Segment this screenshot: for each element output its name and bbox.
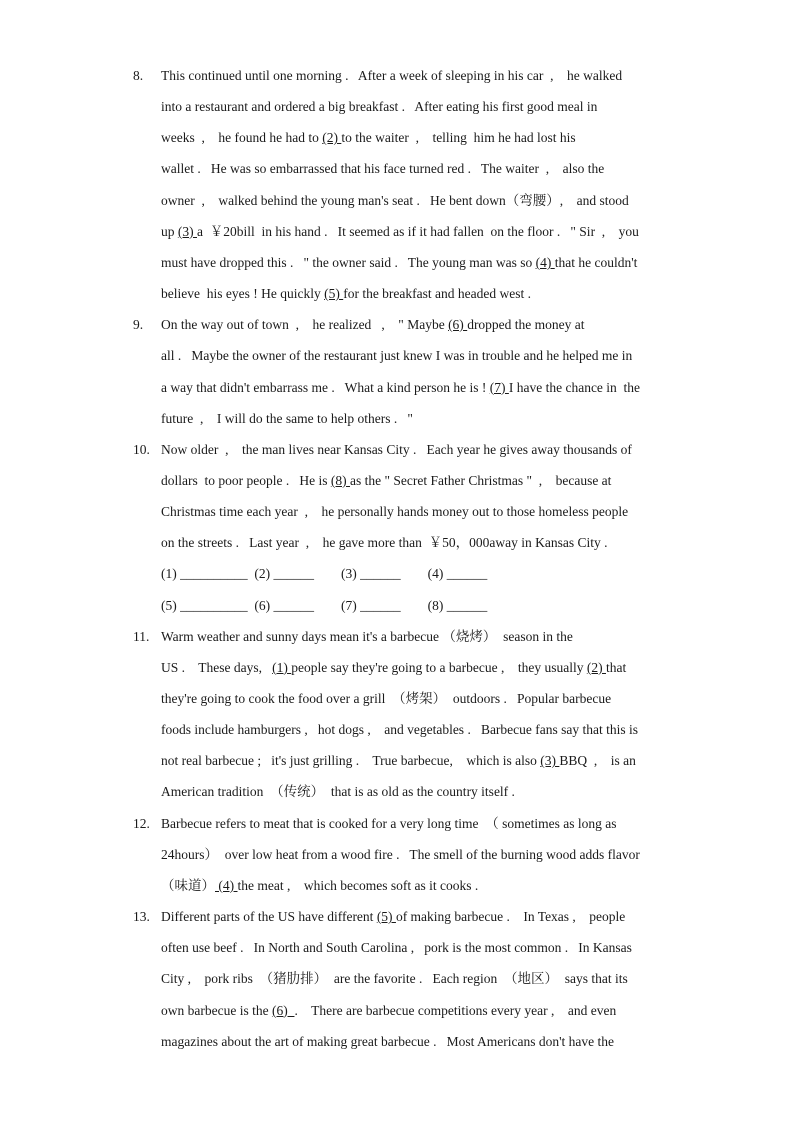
text-line: [161, 1034, 614, 1050]
text-segment: of making barbecue . In Texas , people: [395, 909, 626, 925]
text-line: [161, 629, 573, 645]
text-line: [161, 161, 604, 177]
text-line: [161, 255, 637, 271]
text-line: [161, 99, 597, 115]
text-line: [161, 847, 640, 863]
text-line: [161, 224, 639, 240]
text-segment: not real barbecue ; it's just grilling . True barbecue, which is also: [161, 753, 541, 769]
text-segment: I have the chance in the: [508, 379, 641, 395]
text-line: [161, 691, 611, 707]
text-segment: American tradition （传统） that is as old as the country itself .: [161, 784, 515, 800]
text-line: [161, 348, 632, 364]
text-line: [161, 473, 611, 489]
blank-marker: (8): [330, 472, 350, 488]
blank-marker: (5): [376, 909, 396, 925]
text-segment: weeks , he found he had to: [161, 130, 323, 146]
text-line: [161, 940, 632, 956]
text-line: [161, 971, 628, 987]
blank-marker: (6): [448, 317, 468, 333]
text-segment: magazines about the art of making great barbecue . Most Americans don't have the: [161, 1033, 615, 1049]
text-segment: . There are barbecue competitions every year , and even: [294, 1002, 617, 1018]
text-segment: all . Maybe the owner of the restaurant just knew I was in trouble and he helped me in: [161, 348, 633, 364]
blank-marker: (3): [540, 753, 560, 769]
text-line: [161, 878, 478, 894]
text-segment: future , I will do the same to help others . ": [161, 410, 413, 426]
text-segment: Barbecue refers to meat that is cooked for a very long time （ sometimes as long as: [161, 815, 617, 831]
text-line: [161, 722, 638, 738]
question-number: 12.: [133, 815, 150, 831]
text-line: [161, 193, 629, 209]
text-segment: as the " Secret Father Christmas " , because at: [349, 472, 612, 488]
text-line: [161, 380, 640, 396]
text-segment: that he couldn't: [554, 254, 638, 270]
blank-marker: (6): [271, 1002, 295, 1018]
blank-marker: (2): [322, 130, 342, 146]
blank-marker: (7): [489, 379, 509, 395]
text-line: [161, 535, 608, 551]
text-segment: into a restaurant and ordered a big breakfast . After eating his first good meal in: [161, 99, 598, 115]
text-segment: wallet . He was so embarrassed that his face turned red . The waiter , also the: [161, 161, 605, 177]
text-segment: (5) __________ (6) ______ (7) ______ (8) ______: [161, 597, 488, 613]
text-segment: Now older , the man lives near Kansas City . Each year he gives away thousands of: [161, 441, 632, 457]
text-line: [161, 1003, 616, 1019]
text-segment: dollars to poor people . He is: [161, 472, 331, 488]
blank-marker: (4): [535, 254, 555, 270]
text-line: [161, 784, 515, 800]
text-segment: own barbecue is the: [161, 1002, 272, 1018]
text-line: [161, 130, 576, 146]
text-line: [161, 286, 531, 302]
text-segment: Different parts of the US have different: [161, 909, 377, 925]
question-number: 13.: [133, 909, 150, 925]
text-segment: a way that didn't embarrass me . What a kind person he is !: [161, 379, 490, 395]
text-segment: people say they're going to a barbecue , they usually: [291, 659, 587, 675]
blank-marker: (4): [215, 877, 238, 893]
text-segment: they're going to cook the food over a grill （烤架） outdoors . Popular barbecue: [161, 691, 612, 706]
text-segment: Warm weather and sunny days mean it's a barbecue （烧烤） season in the: [161, 628, 573, 644]
text-segment: often use beef . In North and South Carolina , pork is the most common . In Kansas: [161, 940, 632, 956]
text-segment: Christmas time each year , he personally hands money out to those homeless people: [161, 504, 629, 520]
text-segment: a ￥20bill in his hand . It seemed as if it had fallen on the floor . " Sir , you: [197, 223, 639, 239]
blank-marker: (3): [177, 223, 197, 239]
text-segment: US . These days,: [161, 659, 273, 675]
text-line: [161, 660, 626, 676]
text-segment: This continued until one morning . After a week of sleeping in his car , he walked: [161, 68, 623, 83]
text-line: [161, 68, 622, 84]
text-line: [161, 598, 487, 614]
text-segment: On the way out of town , he realized , " Maybe: [161, 317, 449, 333]
text-segment: believe his eyes ! He quickly: [161, 286, 325, 302]
text-segment: BBQ , is an: [559, 753, 636, 769]
text-line: [161, 909, 625, 925]
question-number: 9.: [133, 317, 144, 333]
text-line: [161, 504, 628, 520]
question-number: 11.: [133, 628, 150, 644]
text-segment: must have dropped this . " the owner said . The young man was so: [161, 254, 536, 270]
text-segment: dropped the money at: [467, 317, 585, 333]
blank-marker: (5): [324, 286, 344, 302]
question-number: 10.: [133, 441, 150, 457]
blank-marker: (2): [586, 659, 606, 675]
text-line: [161, 816, 617, 832]
text-segment: up: [161, 223, 178, 239]
question-number: 8.: [133, 68, 144, 83]
text-segment: City , pork ribs （猪肋排） are the favorite . Each region （地区） says that its: [161, 971, 628, 987]
text-line: [161, 317, 585, 333]
text-segment: foods include hamburgers , hot dogs , and vegetables . Barbecue fans say that this is: [161, 722, 639, 738]
text-segment: 24hours） over low heat from a wood fire . The smell of the burning wood adds flavor: [161, 846, 640, 862]
text-segment: that: [605, 659, 627, 675]
text-segment: to the waiter , telling him he had lost his: [341, 130, 576, 146]
text-segment: （味道）: [161, 877, 215, 893]
text-line: [161, 411, 413, 427]
text-line: [161, 442, 632, 458]
text-segment: (1) __________ (2) ______ (3) ______ (4) ______: [161, 566, 488, 582]
text-segment: the meat , which becomes soft as it cooks .: [237, 877, 479, 893]
text-line: [161, 753, 636, 769]
blank-marker: (1): [272, 659, 292, 675]
text-segment: owner , walked behind the young man's seat . He bent down（弯腰）, and stood: [161, 192, 629, 208]
text-segment: for the breakfast and headed west .: [343, 286, 531, 302]
text-segment: on the streets . Last year , he gave more than ￥50，000away in Kansas City .: [161, 535, 608, 551]
text-line: [161, 566, 487, 582]
